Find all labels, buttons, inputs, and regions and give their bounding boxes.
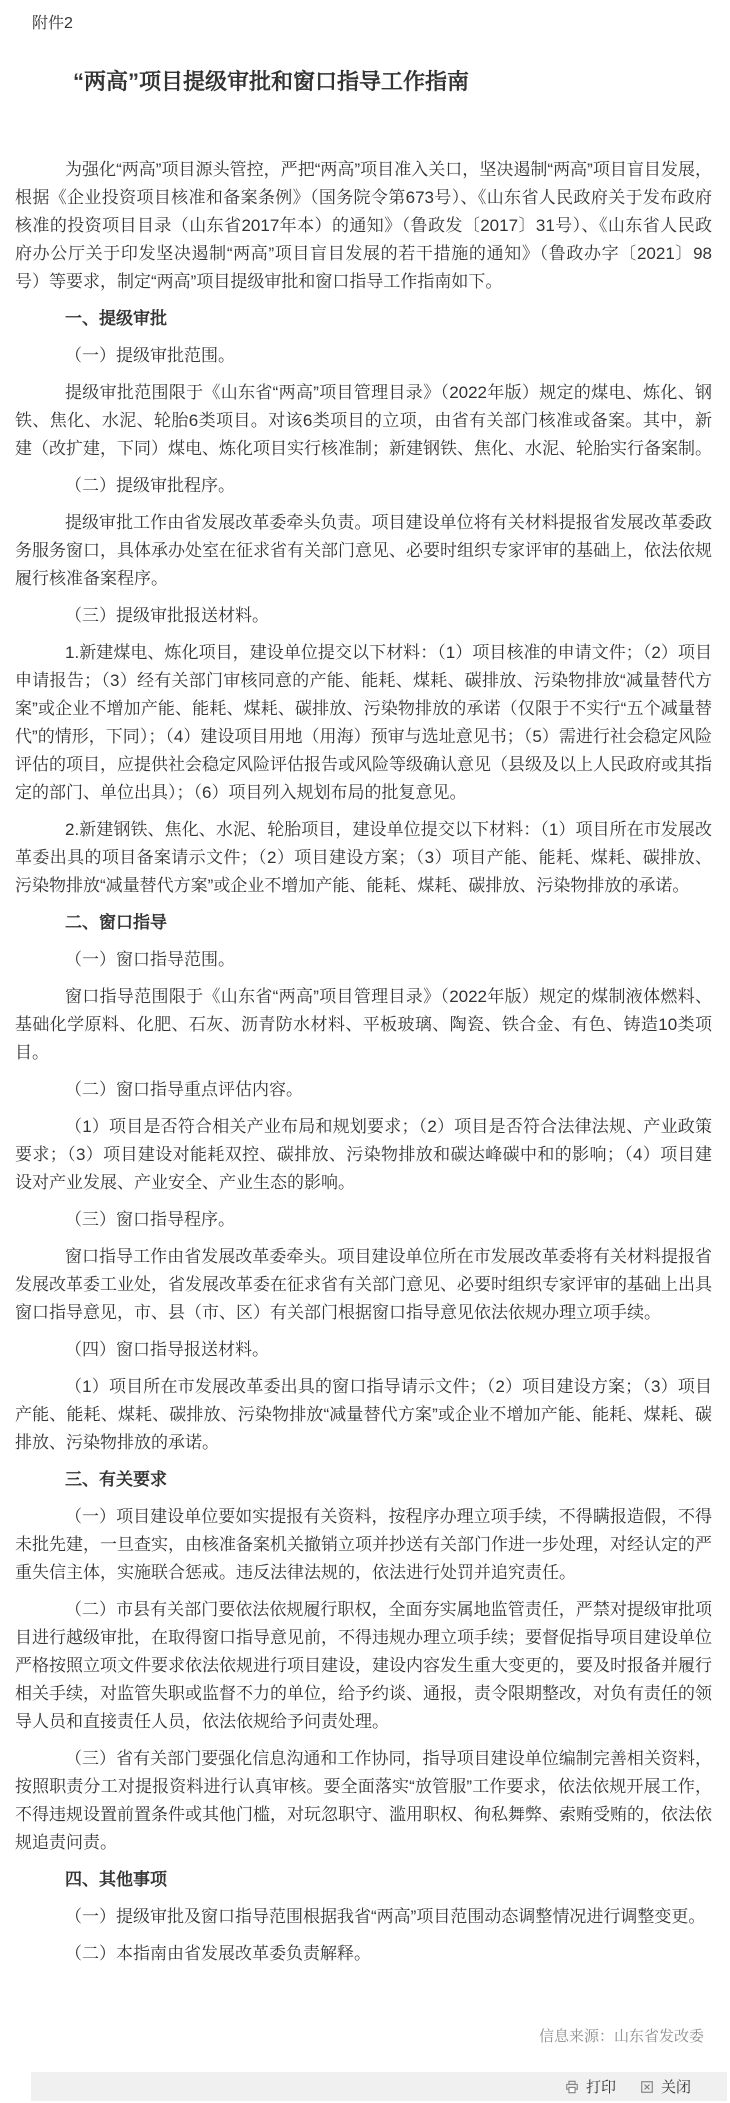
- paragraph: （二）本指南由省发展改革委负责解释。: [65, 1944, 371, 1963]
- section-heading: 二、窗口指导: [65, 913, 167, 932]
- paragraph: （二）提级审批程序。: [65, 476, 235, 495]
- section-heading: 三、有关要求: [65, 1470, 167, 1489]
- paragraph: （三）窗口指导程序。: [65, 1210, 235, 1229]
- printer-icon: [565, 2080, 579, 2094]
- paragraph: （一）提级审批范围。: [65, 346, 235, 365]
- paragraph: （三）省有关部门要强化信息沟通和工作协同，指导项目建设单位编制完善相关资料，按照职责分工对提报资料进行认真审核。要全面落实“放管服”工作要求，依法依规开展工作，不得违规设置前置条件或其他门槛，对玩忽职守、滥用职权、徇私舞弊、索贿受贿的，依法依规追责问责。: [15, 1749, 712, 1852]
- paragraph: 窗口指导范围限于《山东省“两高”项目管理目录》（2022年版）规定的煤制液体燃料、基础化学原料、化肥、石灰、沥青防水材料、平板玻璃、陶瓷、铁合金、有色、铸造10类项目。: [15, 987, 712, 1062]
- footer-toolbar: [31, 2072, 727, 2101]
- paragraph: （三）提级审批报送材料。: [65, 606, 269, 625]
- paragraph: 为强化“两高”项目源头管控，严把“两高”项目准入关口，坚决遏制“两高”项目盲目发展，根据《企业投资项目核准和备案条例》（国务院令第673号）、《山东省人民政府关于发布政府核准的投资项目目录（山东省2017年本）的通知》（鲁政发〔2017〕31号）、《山东省人民政府办公厅关于印发坚决遏制“两高”项目盲目发展的若干措施的通知》（鲁政办字〔2021〕98号）等要求，制定“两高”项目提级审批和窗口指导工作指南如下。: [15, 160, 712, 291]
- info-source-label: 信息来源：: [538, 2028, 614, 2045]
- paragraph: 提级审批工作由省发展改革委牵头负责。项目建设单位将有关材料提报省发展改革委政务服务窗口，具体承办处室在征求省有关部门意见、必要时组织专家评审的基础上，依法依规履行核准备案程序。: [15, 513, 712, 588]
- paragraph: （一）项目建设单位要如实提报有关资料，按程序办理立项手续，不得瞒报造假，不得未批先建，一旦查实，由核准备案机关撤销立项并抄送有关部门作进一步处理，对经认定的严重失信主体，实施联合惩戒。违反法律法规的，依法进行处罚并追究责任。: [15, 1507, 712, 1582]
- attachment-label: 附件2: [32, 15, 73, 32]
- paragraph: 1.新建煤电、炼化项目，建设单位提交以下材料：（1）项目核准的申请文件；（2）项目申请报告；（3）经有关部门审核同意的产能、能耗、煤耗、碳排放、污染物排放“减量替代方案”或企业不增加产能、能耗、煤耗、碳排放、污染物排放的承诺（仅限于不实行“五个减量替代”的情形，下同）；（4）建设项目用地（用海）预审与选址意见书；（5）需进行社会稳定风险评估的项目，应提供社会稳定风险评估报告或风险等级确认意见（县级及以上人民政府或其指定的部门、单位出具）；（6）项目列入规划布局的批复意见。: [15, 643, 712, 802]
- paragraph: 2.新建钢铁、焦化、水泥、轮胎项目，建设单位提交以下材料：（1）项目所在市发展改革委出具的项目备案请示文件；（2）项目建设方案；（3）项目产能、能耗、煤耗、碳排放、污染物排放“减量替代方案”或企业不增加产能、能耗、煤耗、碳排放、污染物排放的承诺。: [15, 820, 712, 895]
- document-body: [15, 156, 712, 1968]
- paragraph: （1）项目是否符合相关产业布局和规划要求；（2）项目是否符合法律法规、产业政策要求；（3）项目建设对能耗双控、碳排放、污染物排放和碳达峰碳中和的影响；（4）项目建设对产业发展、产业安全、产业生态的影响。: [15, 1117, 712, 1192]
- info-source: [15, 2026, 712, 2048]
- section-heading: 一、提级审批: [65, 309, 167, 328]
- close-button-label: 关闭: [660, 2079, 691, 2096]
- paragraph: （四）窗口指导报送材料。: [65, 1340, 269, 1359]
- print-button-label: 打印: [585, 2079, 616, 2096]
- close-icon: [640, 2080, 654, 2094]
- section-heading: 四、其他事项: [65, 1870, 167, 1889]
- paragraph: （一）提级审批及窗口指导范围根据我省“两高”项目范围动态调整情况进行调整变更。: [65, 1907, 706, 1926]
- paragraph: 提级审批范围限于《山东省“两高”项目管理目录》（2022年版）规定的煤电、炼化、钢铁、焦化、水泥、轮胎6类项目。对该6类项目的立项，由省有关部门核准或备案。其中，新建（改扩建，下同）煤电、炼化项目实行核准制；新建钢铁、焦化、水泥、轮胎实行备案制。: [15, 383, 712, 458]
- document-title: “两高”项目提级审批和窗口指导工作指南: [72, 69, 469, 94]
- close-button[interactable]: [640, 2076, 691, 2097]
- paragraph: （一）窗口指导范围。: [65, 950, 235, 969]
- print-button[interactable]: [565, 2076, 616, 2097]
- paragraph: 窗口指导工作由省发展改革委牵头。项目建设单位所在市发展改革委将有关材料提报省发展改革委工业处，省发展改革委在征求省有关部门意见、必要时组织专家评审的基础上出具窗口指导意见，市、县（市、区）有关部门根据窗口指导意见依法依规办理立项手续。: [15, 1247, 712, 1322]
- paragraph: （二）市县有关部门要依法依规履行职权，全面夯实属地监管责任，严禁对提级审批项目进行越级审批，在取得窗口指导意见前，不得违规办理立项手续；要督促指导项目建设单位严格按照立项文件要求依法依规进行项目建设，建设内容发生重大变更的，要及时报备并履行相关手续，对监管失职或监督不力的单位，给予约谈、通报，责令限期整改，对负有责任的领导人员和直接责任人员，依法依规给予问责处理。: [15, 1600, 712, 1731]
- paragraph: （二）窗口指导重点评估内容。: [65, 1080, 303, 1099]
- paragraph: （1）项目所在市发展改革委出具的窗口指导请示文件；（2）项目建设方案；（3）项目产能、能耗、煤耗、碳排放、污染物排放“减量替代方案”或企业不增加产能、能耗、煤耗、碳排放、污染物排放的承诺。: [15, 1377, 712, 1452]
- info-source-value: 山东省发改委: [613, 2028, 704, 2045]
